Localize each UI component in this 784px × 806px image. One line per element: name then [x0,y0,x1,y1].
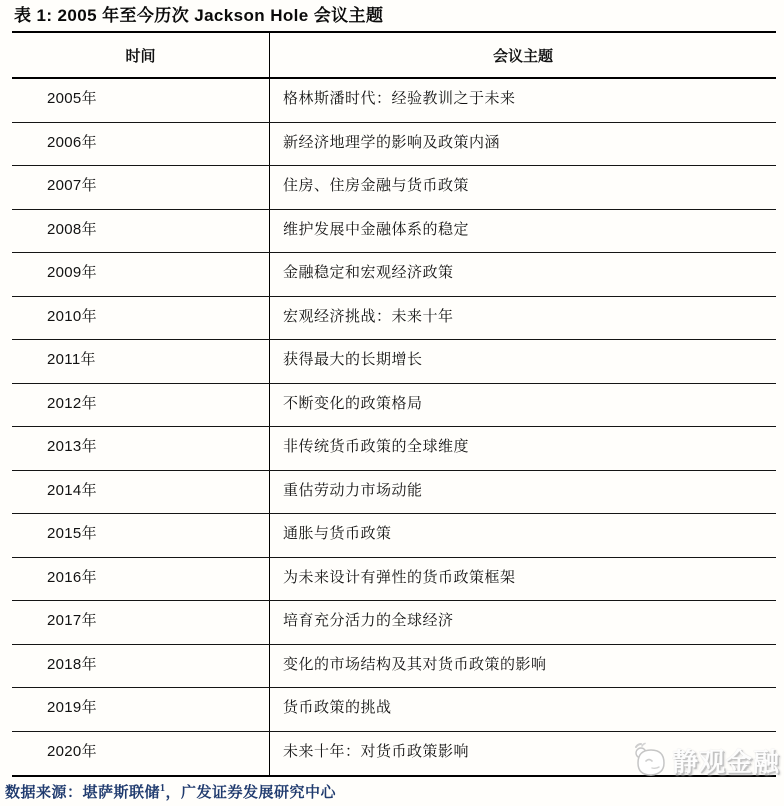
theme-cell: 维护发展中金融体系的稳定 [283,221,470,238]
table-row [12,471,776,515]
year-cell: 2007年 [12,166,270,209]
year-cell: 2019年 [12,688,270,731]
theme-cell: 通胀与货币政策 [283,526,392,542]
table-row [12,558,776,602]
year-cell: 2015年 [12,514,270,557]
theme-cell: 变化的市场结构及其对货币政策的影响 [283,656,547,673]
theme-cell: 非传统货币政策的全球维度 [283,439,470,455]
theme-cell: 新经济地理学的影响及政策内涵 [283,134,501,151]
footnote-superscript: 1 [160,783,166,794]
column-header-theme: 会议主题 [492,47,553,65]
year-cell: 2020年 [12,732,270,776]
year-cell: 2016年 [12,558,270,601]
table-row [12,166,776,210]
data-source-note [5,781,336,802]
table-row [12,123,776,167]
theme-cell: 宏观经济挑战：未来十年 [283,308,454,325]
watermark-text: 静观金融 [671,746,780,777]
table-row [12,253,776,297]
theme-cell: 不断变化的政策格局 [283,395,423,412]
theme-cell: 获得最大的长期增长 [283,352,423,368]
table-row [12,384,776,428]
year-cell: 2009年 [12,253,270,296]
data-source-text-rest: ，广发证券发展研究中心 [165,785,337,801]
year-cell: 2008年 [12,210,270,253]
panda-logo-icon [628,741,672,779]
year-cell: 2013年 [12,427,270,470]
page-title: 表 1: 2005 年至今历次 Jackson Hole 会议主题 [14,6,384,25]
theme-cell: 金融稳定和宏观经济政策 [283,265,454,281]
table-row [12,645,776,689]
jingguan-jinrong-watermark [628,741,780,779]
table-row [12,297,776,341]
year-cell: 2011年 [12,340,270,383]
table-body [12,79,776,775]
table-row [12,427,776,471]
theme-cell: 货币政策的挑战 [283,700,392,716]
year-cell: 2010年 [12,297,270,340]
theme-cell: 格林斯潘时代：经验教训之于未来 [283,91,516,107]
table-row [12,514,776,558]
data-source-text: 数据来源：堪萨斯联储 [5,785,161,801]
table-row [12,601,776,645]
year-cell: 2005年 [12,79,270,122]
table-row [12,688,776,732]
theme-cell: 为未来设计有弹性的货币政策框架 [283,569,516,586]
table-row [12,79,776,123]
conference-themes-table [12,31,776,777]
year-cell: 2006年 [12,123,270,166]
theme-cell: 重估劳动力市场动能 [283,482,423,499]
year-cell: 2014年 [12,471,270,514]
theme-cell: 住房、住房金融与货币政策 [283,178,470,194]
year-cell: 2012年 [12,384,270,427]
year-cell: 2018年 [12,645,270,688]
table-row [12,210,776,254]
table-row [12,340,776,384]
year-cell: 2017年 [12,601,270,644]
column-header-time: 时间 [12,33,270,77]
theme-cell: 未来十年：对货币政策影响 [283,743,470,760]
table-header-row [12,33,776,79]
theme-cell: 培育充分活力的全球经济 [283,613,454,629]
